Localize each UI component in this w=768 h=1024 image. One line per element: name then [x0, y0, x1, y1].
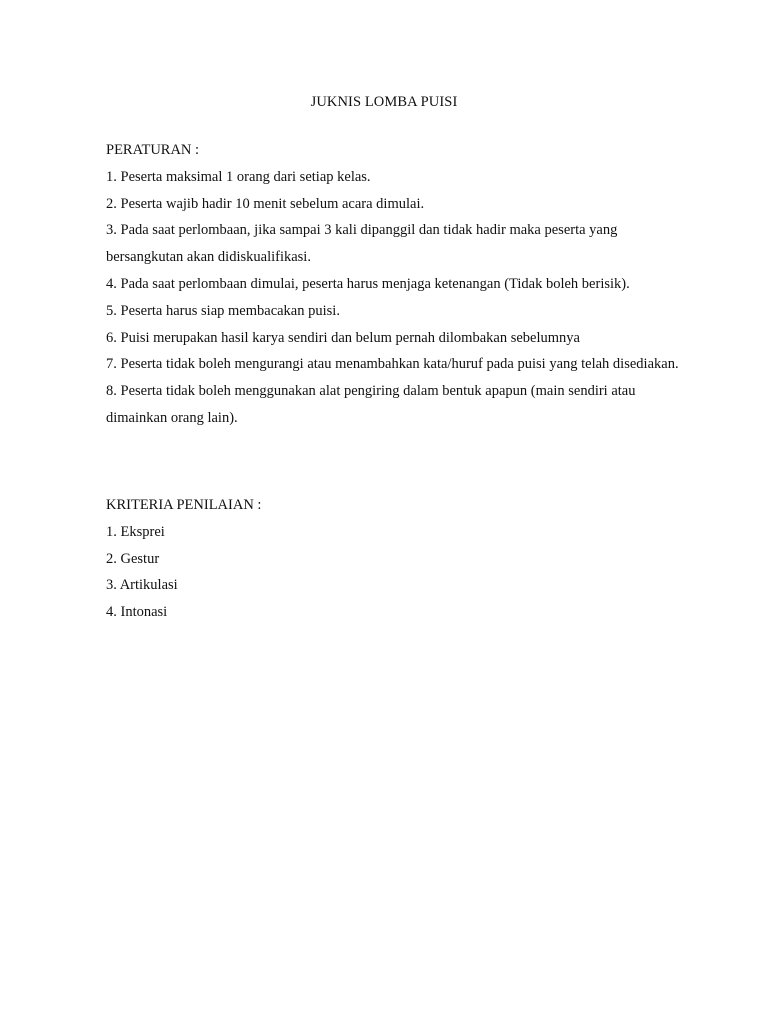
rule-item-7: 7. Peserta tidak boleh mengurangi atau menambahkan kata/huruf pada puisi yang telah disediakan. — [106, 356, 679, 373]
criteria-section — [106, 492, 686, 626]
rules-heading: PERATURAN : — [106, 142, 200, 158]
rule-item-8: 8. Peserta tidak boleh menggunakan alat pengiring dalam bentuk apapun (main sendiri atau dimainkan orang lain). — [106, 383, 636, 426]
criteria-item-3: 3. Artikulasi — [106, 577, 178, 594]
rule-item-3: 3. Pada saat perlombaan, jika sampai 3 kali dipanggil dan tidak hadir maka peserta yang bersangkutan akan didiskualifikasi. — [106, 222, 618, 266]
document-title: JUKNIS LOMBA PUISI — [310, 94, 458, 110]
criteria-item-2: 2. Gestur — [106, 550, 160, 567]
rules-section — [106, 137, 686, 432]
criteria-heading: KRITERIA PENILAIAN : — [106, 497, 262, 513]
criteria-item-1: 1. Eksprei — [106, 523, 165, 540]
rule-item-1: 1. Peserta maksimal 1 orang dari setiap kelas. — [106, 168, 371, 185]
rule-item-5: 5. Peserta harus siap membacakan puisi. — [106, 302, 340, 319]
rule-item-2: 2. Peserta wajib hadir 10 menit sebelum acara dimulai. — [106, 195, 425, 212]
rule-item-4: 4. Pada saat perlombaan dimulai, peserta harus menjaga ketenangan (Tidak boleh berisik). — [106, 275, 630, 292]
criteria-item-4: 4. Intonasi — [106, 604, 168, 621]
rule-item-6: 6. Puisi merupakan hasil karya sendiri dan belum pernah dilombakan sebelumnya — [106, 329, 580, 346]
